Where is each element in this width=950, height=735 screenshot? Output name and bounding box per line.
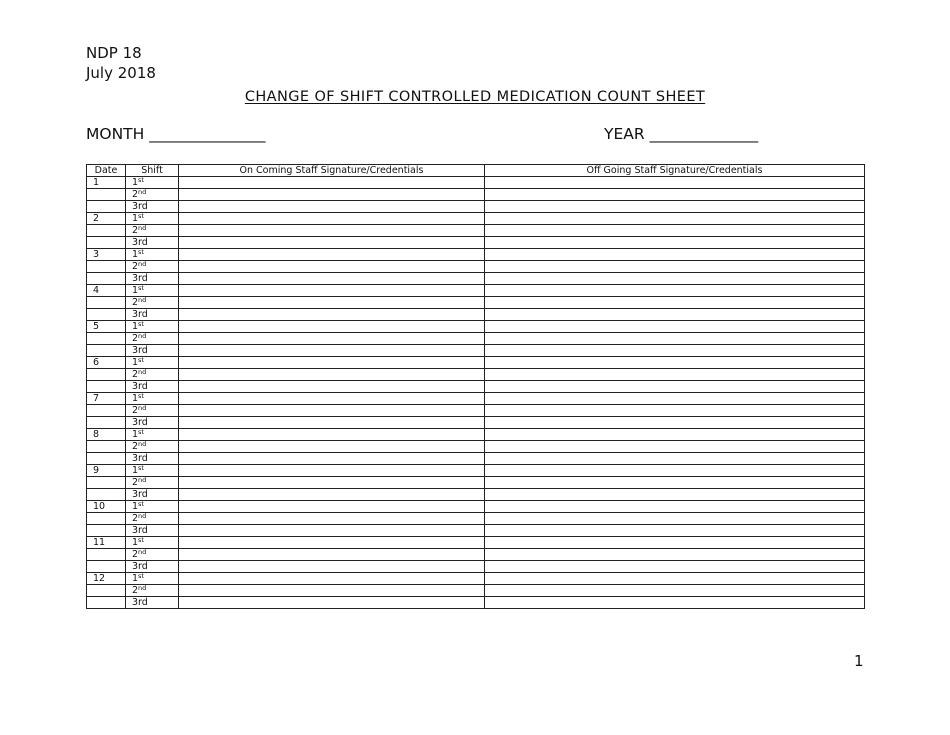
shift-number: 1 bbox=[132, 501, 139, 512]
off-going-signature-cell[interactable] bbox=[485, 249, 865, 261]
shift-ordinal-suffix: nd bbox=[138, 404, 147, 412]
shift-number: 3rd bbox=[132, 237, 148, 248]
shift-cell bbox=[126, 357, 179, 369]
off-going-signature-cell[interactable] bbox=[485, 381, 865, 393]
table-row bbox=[87, 453, 865, 465]
shift-number: 2 bbox=[132, 297, 139, 308]
off-going-signature-cell[interactable] bbox=[485, 261, 865, 273]
on-coming-signature-cell[interactable] bbox=[179, 369, 485, 381]
shift-cell bbox=[126, 489, 179, 501]
shift-cell bbox=[126, 333, 179, 345]
column-header-off-going: Off Going Staff Signature/Credentials bbox=[485, 165, 865, 177]
on-coming-signature-cell[interactable] bbox=[179, 213, 485, 225]
shift-ordinal-suffix: st bbox=[138, 536, 144, 544]
shift-number: 3rd bbox=[132, 489, 148, 500]
off-going-signature-cell[interactable] bbox=[485, 465, 865, 477]
shift-cell bbox=[126, 549, 179, 561]
off-going-signature-cell[interactable] bbox=[485, 573, 865, 585]
off-going-signature-cell[interactable] bbox=[485, 585, 865, 597]
on-coming-signature-cell[interactable] bbox=[179, 237, 485, 249]
on-coming-signature-cell[interactable] bbox=[179, 285, 485, 297]
date-cell bbox=[87, 369, 126, 381]
column-header-on-coming: On Coming Staff Signature/Credentials bbox=[179, 165, 485, 177]
shift-number: 2 bbox=[132, 261, 139, 272]
shift-cell bbox=[126, 405, 179, 417]
shift-number: 1 bbox=[132, 285, 139, 296]
shift-number: 3rd bbox=[132, 309, 148, 320]
date-cell: 4 bbox=[87, 285, 126, 297]
off-going-signature-cell[interactable] bbox=[485, 321, 865, 333]
table-row bbox=[87, 489, 865, 501]
shift-cell bbox=[126, 597, 179, 609]
shift-number: 1 bbox=[132, 249, 139, 260]
shift-cell bbox=[126, 189, 179, 201]
off-going-signature-cell[interactable] bbox=[485, 549, 865, 561]
table-row bbox=[87, 189, 865, 201]
table-row bbox=[87, 405, 865, 417]
shift-ordinal-suffix: nd bbox=[138, 512, 147, 520]
shift-cell bbox=[126, 225, 179, 237]
date-cell bbox=[87, 441, 126, 453]
month-blank[interactable]: _______________ bbox=[149, 125, 266, 143]
off-going-signature-cell[interactable] bbox=[485, 309, 865, 321]
on-coming-signature-cell[interactable] bbox=[179, 465, 485, 477]
date-cell bbox=[87, 417, 126, 429]
table-row bbox=[87, 477, 865, 489]
on-coming-signature-cell[interactable] bbox=[179, 201, 485, 213]
document-date: July 2018 bbox=[86, 64, 156, 82]
shift-ordinal-suffix: nd bbox=[138, 188, 147, 196]
off-going-signature-cell[interactable] bbox=[485, 177, 865, 189]
table-row bbox=[87, 501, 865, 513]
page-title bbox=[0, 87, 950, 107]
shift-ordinal-suffix: st bbox=[138, 572, 144, 580]
off-going-signature-cell[interactable] bbox=[485, 393, 865, 405]
table-row bbox=[87, 309, 865, 321]
column-header-date: Date bbox=[87, 165, 126, 177]
shift-ordinal-suffix: st bbox=[138, 428, 144, 436]
shift-number: 2 bbox=[132, 225, 139, 236]
shift-ordinal-suffix: st bbox=[138, 284, 144, 292]
shift-number: 2 bbox=[132, 441, 139, 452]
table-row bbox=[87, 585, 865, 597]
on-coming-signature-cell[interactable] bbox=[179, 489, 485, 501]
shift-cell bbox=[126, 477, 179, 489]
page-title-text: CHANGE OF SHIFT CONTROLLED MEDICATION COUNT SHEET bbox=[244, 89, 706, 105]
on-coming-signature-cell[interactable] bbox=[179, 249, 485, 261]
table-row bbox=[87, 597, 865, 609]
shift-cell bbox=[126, 249, 179, 261]
off-going-signature-cell[interactable] bbox=[485, 213, 865, 225]
on-coming-signature-cell[interactable] bbox=[179, 225, 485, 237]
table-row bbox=[87, 393, 865, 405]
on-coming-signature-cell[interactable] bbox=[179, 441, 485, 453]
shift-ordinal-suffix: st bbox=[138, 212, 144, 220]
shift-ordinal-suffix: nd bbox=[138, 476, 147, 484]
date-cell bbox=[87, 237, 126, 249]
table-row bbox=[87, 369, 865, 381]
shift-number: 3rd bbox=[132, 201, 148, 212]
shift-cell bbox=[126, 501, 179, 513]
date-cell: 3 bbox=[87, 249, 126, 261]
year-label: YEAR bbox=[604, 125, 645, 143]
off-going-signature-cell[interactable] bbox=[485, 333, 865, 345]
date-cell bbox=[87, 297, 126, 309]
date-cell bbox=[87, 453, 126, 465]
table-row bbox=[87, 177, 865, 189]
table-row bbox=[87, 381, 865, 393]
off-going-signature-cell[interactable] bbox=[485, 369, 865, 381]
shift-number: 2 bbox=[132, 333, 139, 344]
page-number: 1 bbox=[854, 652, 864, 670]
shift-cell bbox=[126, 237, 179, 249]
on-coming-signature-cell[interactable] bbox=[179, 405, 485, 417]
shift-cell bbox=[126, 393, 179, 405]
off-going-signature-cell[interactable] bbox=[485, 597, 865, 609]
off-going-signature-cell[interactable] bbox=[485, 513, 865, 525]
off-going-signature-cell[interactable] bbox=[485, 525, 865, 537]
shift-ordinal-suffix: st bbox=[138, 392, 144, 400]
date-cell bbox=[87, 513, 126, 525]
table-row bbox=[87, 333, 865, 345]
on-coming-signature-cell[interactable] bbox=[179, 537, 485, 549]
shift-cell bbox=[126, 201, 179, 213]
shift-cell bbox=[126, 453, 179, 465]
date-cell: 2 bbox=[87, 213, 126, 225]
shift-ordinal-suffix: nd bbox=[138, 224, 147, 232]
shift-number: 3rd bbox=[132, 381, 148, 392]
table-row bbox=[87, 573, 865, 585]
date-cell bbox=[87, 477, 126, 489]
on-coming-signature-cell[interactable] bbox=[179, 477, 485, 489]
off-going-signature-cell[interactable] bbox=[485, 405, 865, 417]
shift-number: 1 bbox=[132, 393, 139, 404]
shift-ordinal-suffix: st bbox=[138, 320, 144, 328]
date-cell: 7 bbox=[87, 393, 126, 405]
shift-cell bbox=[126, 213, 179, 225]
off-going-signature-cell[interactable] bbox=[485, 537, 865, 549]
date-cell: 11 bbox=[87, 537, 126, 549]
off-going-signature-cell[interactable] bbox=[485, 297, 865, 309]
on-coming-signature-cell[interactable] bbox=[179, 345, 485, 357]
month-field[interactable] bbox=[86, 124, 265, 144]
on-coming-signature-cell[interactable] bbox=[179, 525, 485, 537]
shift-cell bbox=[126, 273, 179, 285]
shift-cell bbox=[126, 345, 179, 357]
date-cell bbox=[87, 333, 126, 345]
count-table bbox=[86, 164, 865, 609]
shift-cell bbox=[126, 537, 179, 549]
date-cell bbox=[87, 381, 126, 393]
table-header-row bbox=[87, 165, 865, 177]
off-going-signature-cell[interactable] bbox=[485, 561, 865, 573]
shift-number: 3rd bbox=[132, 597, 148, 608]
shift-number: 3rd bbox=[132, 417, 148, 428]
on-coming-signature-cell[interactable] bbox=[179, 189, 485, 201]
shift-ordinal-suffix: nd bbox=[138, 548, 147, 556]
shift-ordinal-suffix: st bbox=[138, 500, 144, 508]
shift-cell bbox=[126, 513, 179, 525]
off-going-signature-cell[interactable] bbox=[485, 489, 865, 501]
off-going-signature-cell[interactable] bbox=[485, 501, 865, 513]
shift-number: 1 bbox=[132, 177, 139, 188]
table-row bbox=[87, 561, 865, 573]
shift-number: 3rd bbox=[132, 561, 148, 572]
date-cell bbox=[87, 405, 126, 417]
table-row bbox=[87, 345, 865, 357]
date-cell bbox=[87, 561, 126, 573]
table-body bbox=[87, 177, 865, 609]
on-coming-signature-cell[interactable] bbox=[179, 357, 485, 369]
table-row bbox=[87, 285, 865, 297]
shift-ordinal-suffix: st bbox=[138, 248, 144, 256]
on-coming-signature-cell[interactable] bbox=[179, 429, 485, 441]
shift-cell bbox=[126, 465, 179, 477]
table-row bbox=[87, 213, 865, 225]
off-going-signature-cell[interactable] bbox=[485, 441, 865, 453]
shift-ordinal-suffix: nd bbox=[138, 296, 147, 304]
off-going-signature-cell[interactable] bbox=[485, 357, 865, 369]
on-coming-signature-cell[interactable] bbox=[179, 309, 485, 321]
shift-cell bbox=[126, 573, 179, 585]
table-row bbox=[87, 321, 865, 333]
shift-number: 1 bbox=[132, 537, 139, 548]
off-going-signature-cell[interactable] bbox=[485, 285, 865, 297]
shift-cell bbox=[126, 381, 179, 393]
on-coming-signature-cell[interactable] bbox=[179, 321, 485, 333]
shift-ordinal-suffix: st bbox=[138, 464, 144, 472]
date-cell bbox=[87, 489, 126, 501]
shift-number: 2 bbox=[132, 549, 139, 560]
date-cell bbox=[87, 309, 126, 321]
on-coming-signature-cell[interactable] bbox=[179, 381, 485, 393]
shift-number: 2 bbox=[132, 477, 139, 488]
shift-ordinal-suffix: nd bbox=[138, 440, 147, 448]
month-label: MONTH bbox=[86, 125, 145, 143]
shift-ordinal-suffix: nd bbox=[138, 368, 147, 376]
shift-cell bbox=[126, 525, 179, 537]
on-coming-signature-cell[interactable] bbox=[179, 297, 485, 309]
on-coming-signature-cell[interactable] bbox=[179, 501, 485, 513]
date-cell: 1 bbox=[87, 177, 126, 189]
on-coming-signature-cell[interactable] bbox=[179, 585, 485, 597]
shift-cell bbox=[126, 441, 179, 453]
table-row bbox=[87, 261, 865, 273]
shift-number: 3rd bbox=[132, 453, 148, 464]
on-coming-signature-cell[interactable] bbox=[179, 273, 485, 285]
off-going-signature-cell[interactable] bbox=[485, 477, 865, 489]
date-cell bbox=[87, 201, 126, 213]
table-row bbox=[87, 465, 865, 477]
off-going-signature-cell[interactable] bbox=[485, 453, 865, 465]
table-row bbox=[87, 549, 865, 561]
table-row bbox=[87, 297, 865, 309]
shift-number: 1 bbox=[132, 213, 139, 224]
date-cell bbox=[87, 273, 126, 285]
off-going-signature-cell[interactable] bbox=[485, 429, 865, 441]
shift-cell bbox=[126, 261, 179, 273]
on-coming-signature-cell[interactable] bbox=[179, 549, 485, 561]
date-cell bbox=[87, 345, 126, 357]
shift-number: 1 bbox=[132, 573, 139, 584]
shift-cell bbox=[126, 561, 179, 573]
shift-number: 3rd bbox=[132, 345, 148, 356]
shift-ordinal-suffix: st bbox=[138, 176, 144, 184]
table-row bbox=[87, 429, 865, 441]
shift-ordinal-suffix: nd bbox=[138, 260, 147, 268]
shift-number: 2 bbox=[132, 513, 139, 524]
date-cell: 5 bbox=[87, 321, 126, 333]
off-going-signature-cell[interactable] bbox=[485, 273, 865, 285]
shift-cell bbox=[126, 417, 179, 429]
on-coming-signature-cell[interactable] bbox=[179, 453, 485, 465]
date-cell bbox=[87, 261, 126, 273]
shift-cell bbox=[126, 177, 179, 189]
date-cell: 9 bbox=[87, 465, 126, 477]
date-cell bbox=[87, 225, 126, 237]
off-going-signature-cell[interactable] bbox=[485, 189, 865, 201]
date-cell bbox=[87, 597, 126, 609]
on-coming-signature-cell[interactable] bbox=[179, 513, 485, 525]
shift-number: 1 bbox=[132, 465, 139, 476]
shift-ordinal-suffix: nd bbox=[138, 584, 147, 592]
off-going-signature-cell[interactable] bbox=[485, 201, 865, 213]
table-row bbox=[87, 537, 865, 549]
column-header-shift: Shift bbox=[126, 165, 179, 177]
shift-cell bbox=[126, 585, 179, 597]
table-row bbox=[87, 357, 865, 369]
shift-number: 1 bbox=[132, 357, 139, 368]
on-coming-signature-cell[interactable] bbox=[179, 333, 485, 345]
table-row bbox=[87, 225, 865, 237]
date-cell bbox=[87, 525, 126, 537]
shift-number: 3rd bbox=[132, 525, 148, 536]
date-cell: 10 bbox=[87, 501, 126, 513]
on-coming-signature-cell[interactable] bbox=[179, 261, 485, 273]
date-cell bbox=[87, 549, 126, 561]
date-cell bbox=[87, 585, 126, 597]
shift-number: 2 bbox=[132, 369, 139, 380]
date-cell bbox=[87, 189, 126, 201]
year-blank[interactable]: ______________ bbox=[649, 125, 759, 143]
date-cell: 8 bbox=[87, 429, 126, 441]
shift-ordinal-suffix: st bbox=[138, 356, 144, 364]
table-row bbox=[87, 441, 865, 453]
shift-number: 2 bbox=[132, 405, 139, 416]
on-coming-signature-cell[interactable] bbox=[179, 177, 485, 189]
table-row bbox=[87, 525, 865, 537]
off-going-signature-cell[interactable] bbox=[485, 417, 865, 429]
on-coming-signature-cell[interactable] bbox=[179, 561, 485, 573]
date-cell: 6 bbox=[87, 357, 126, 369]
year-field[interactable] bbox=[604, 124, 758, 144]
on-coming-signature-cell[interactable] bbox=[179, 597, 485, 609]
shift-number: 2 bbox=[132, 189, 139, 200]
off-going-signature-cell[interactable] bbox=[485, 237, 865, 249]
shift-cell bbox=[126, 321, 179, 333]
shift-cell bbox=[126, 285, 179, 297]
shift-number: 2 bbox=[132, 585, 139, 596]
shift-number: 3rd bbox=[132, 273, 148, 284]
shift-number: 1 bbox=[132, 429, 139, 440]
off-going-signature-cell[interactable] bbox=[485, 225, 865, 237]
shift-cell bbox=[126, 297, 179, 309]
table-row bbox=[87, 249, 865, 261]
shift-ordinal-suffix: nd bbox=[138, 332, 147, 340]
shift-cell bbox=[126, 369, 179, 381]
table-row bbox=[87, 513, 865, 525]
shift-cell bbox=[126, 429, 179, 441]
on-coming-signature-cell[interactable] bbox=[179, 417, 485, 429]
on-coming-signature-cell[interactable] bbox=[179, 393, 485, 405]
on-coming-signature-cell[interactable] bbox=[179, 573, 485, 585]
table-row bbox=[87, 273, 865, 285]
date-cell: 12 bbox=[87, 573, 126, 585]
table-row bbox=[87, 237, 865, 249]
table-row bbox=[87, 417, 865, 429]
shift-number: 1 bbox=[132, 321, 139, 332]
off-going-signature-cell[interactable] bbox=[485, 345, 865, 357]
shift-cell bbox=[126, 309, 179, 321]
table-row bbox=[87, 201, 865, 213]
document-code: NDP 18 bbox=[86, 44, 142, 62]
